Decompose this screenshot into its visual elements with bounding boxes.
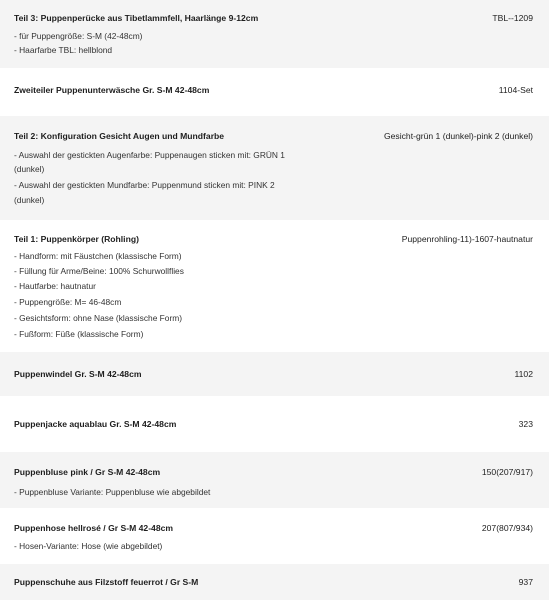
item-code: 1104-Set xyxy=(498,85,533,95)
list-item-face-configuration xyxy=(0,116,549,220)
item-detail: - Auswahl der gestickten Augenfarbe: Puppenaugen sticken mit: GRÜN 1 xyxy=(14,150,285,160)
item-code: 207(807/934) xyxy=(481,523,533,533)
item-detail: - Haarfarbe TBL: hellblond xyxy=(14,45,113,55)
item-title: Puppenschuhe aus Filzstoff feuerrot / Gr S-M xyxy=(14,577,199,587)
item-detail: (dunkel) xyxy=(14,164,45,174)
item-code: 150(207/917) xyxy=(481,467,533,477)
item-code: 323 xyxy=(518,419,533,429)
list-item-diaper xyxy=(0,352,549,396)
item-detail: - Füllung für Arme/Beine: 100% Schurwollflies xyxy=(14,266,184,276)
item-detail: - Puppengröße: M= 46-48cm xyxy=(14,297,122,307)
list-item-underwear xyxy=(0,68,549,116)
item-code: Puppenrohling-11)-1607-hautnatur xyxy=(401,234,533,244)
item-code: 937 xyxy=(518,577,533,587)
list-item-doll-body xyxy=(0,220,549,352)
list-item-wig xyxy=(0,0,549,68)
item-detail: - Hosen-Variante: Hose (wie abgebildet) xyxy=(14,541,163,551)
item-title: Puppenwindel Gr. S-M 42-48cm xyxy=(14,369,142,379)
item-code: 1102 xyxy=(514,369,533,379)
item-detail: - Handform: mit Fäustchen (klassische Form) xyxy=(14,251,182,261)
item-detail: - Fußform: Füße (klassische Form) xyxy=(14,329,144,339)
item-title: Puppenbluse pink / Gr S-M 42-48cm xyxy=(14,467,161,477)
item-detail: (dunkel) xyxy=(14,195,45,205)
item-detail: - Hautfarbe: hautnatur xyxy=(14,281,96,291)
item-title: Teil 3: Puppenperücke aus Tibetlammfell, Haarlänge 9-12cm xyxy=(14,13,259,23)
list-item-shoes xyxy=(0,564,549,600)
item-title: Zweiteiler Puppenunterwäsche Gr. S-M 42-48cm xyxy=(14,85,210,95)
list-item-pants xyxy=(0,508,549,564)
item-detail: - für Puppengröße: S-M (42-48cm) xyxy=(14,31,143,41)
item-detail: - Auswahl der gestickten Mundfarbe: Puppenmund sticken mit: PINK 2 xyxy=(14,180,275,190)
item-detail: - Puppenbluse Variante: Puppenbluse wie abgebildet xyxy=(14,487,211,497)
list-item-jacket xyxy=(0,396,549,452)
item-title: Teil 1: Puppenkörper (Rohling) xyxy=(14,234,139,244)
item-title: Puppenhose hellrosé / Gr S-M 42-48cm xyxy=(14,523,174,533)
item-title: Teil 2: Konfiguration Gesicht Augen und Mundfarbe xyxy=(14,131,225,141)
item-code: Gesicht-grün 1 (dunkel)-pink 2 (dunkel) xyxy=(383,131,533,141)
item-code: TBL--1209 xyxy=(492,13,533,23)
item-detail: - Gesichtsform: ohne Nase (klassische Form) xyxy=(14,313,183,323)
list-item-blouse xyxy=(0,452,549,508)
item-title: Puppenjacke aquablau Gr. S-M 42-48cm xyxy=(14,419,177,429)
